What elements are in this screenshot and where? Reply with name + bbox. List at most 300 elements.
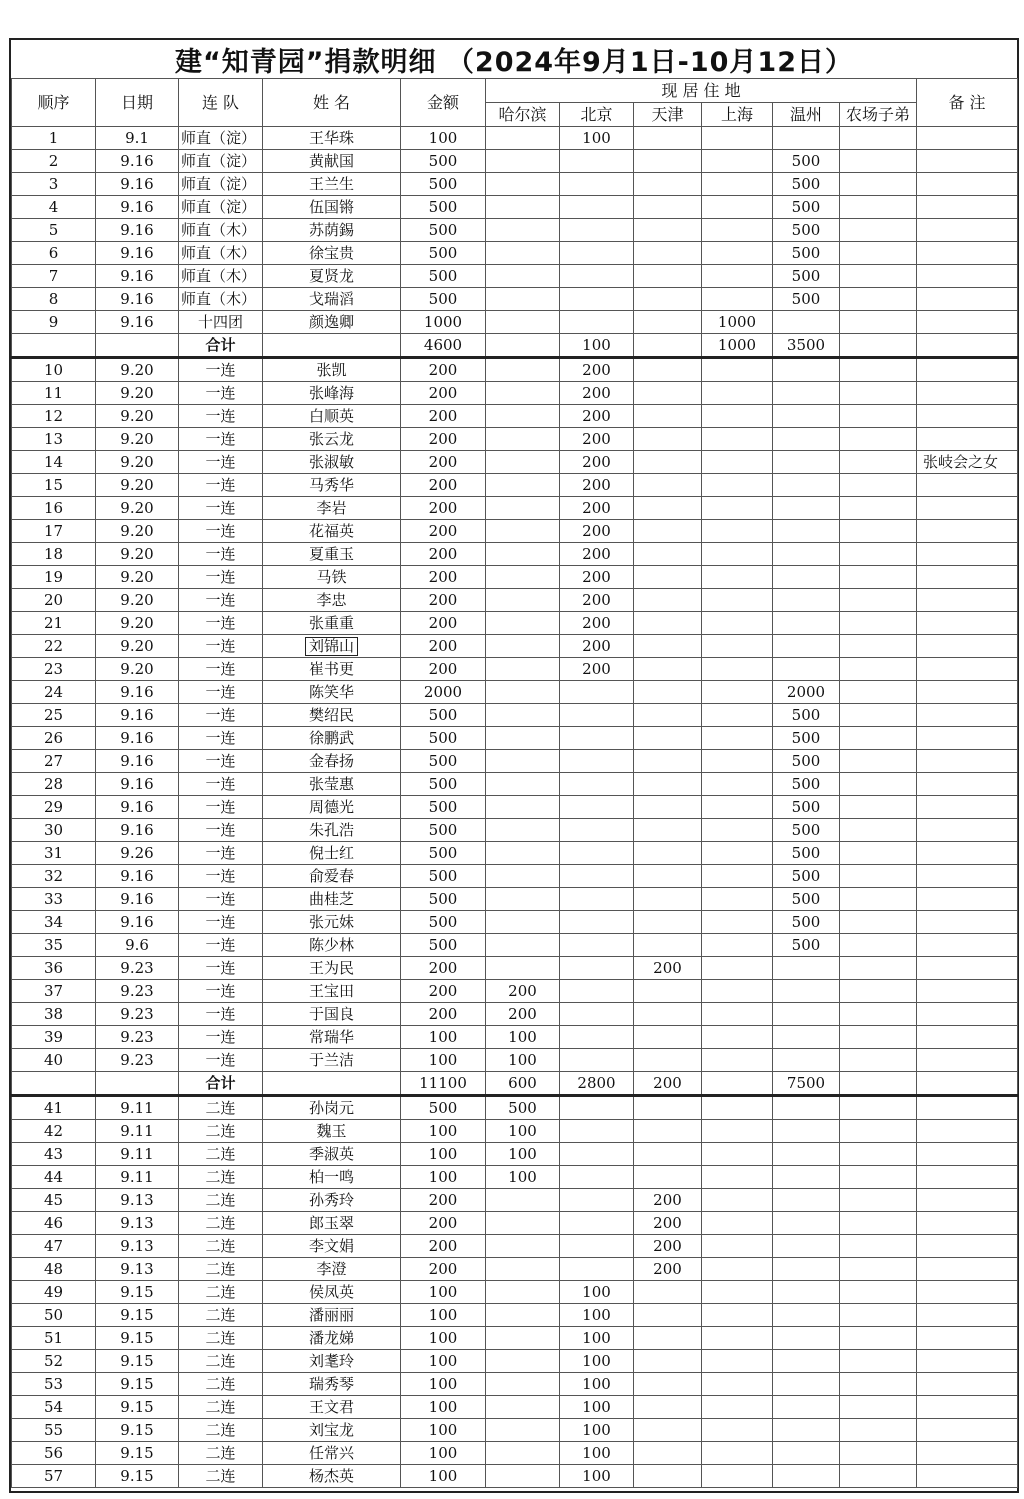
date-cell: 9.11 bbox=[96, 1096, 179, 1120]
city-amount-cell bbox=[702, 288, 773, 311]
unit-cell: 一连 bbox=[179, 635, 263, 658]
date-cell: 9.20 bbox=[96, 382, 179, 405]
donor-name-cell: 夏重玉 bbox=[263, 543, 401, 566]
table-row bbox=[12, 1465, 1018, 1488]
note-cell bbox=[917, 428, 1018, 451]
city-amount-cell bbox=[486, 727, 560, 750]
note-cell bbox=[917, 888, 1018, 911]
city-amount-cell bbox=[560, 1212, 634, 1235]
order-cell: 23 bbox=[12, 658, 96, 681]
table-row bbox=[12, 612, 1018, 635]
order-cell: 46 bbox=[12, 1212, 96, 1235]
date-cell: 9.15 bbox=[96, 1304, 179, 1327]
date-cell: 9.20 bbox=[96, 428, 179, 451]
city-amount-cell bbox=[702, 474, 773, 497]
date-cell: 9.13 bbox=[96, 1212, 179, 1235]
city-amount-cell bbox=[702, 127, 773, 150]
city-amount-cell bbox=[840, 451, 917, 474]
donor-name-cell: 戈瑞滔 bbox=[263, 288, 401, 311]
city-amount-cell bbox=[773, 1350, 840, 1373]
city-amount-cell bbox=[773, 980, 840, 1003]
table-row bbox=[12, 1026, 1018, 1049]
subtotal-city-amount bbox=[486, 334, 560, 358]
city-amount-cell bbox=[634, 173, 702, 196]
city-amount-cell bbox=[634, 934, 702, 957]
city-amount-cell bbox=[560, 1258, 634, 1281]
city-amount-cell bbox=[560, 773, 634, 796]
city-amount-cell: 2000 bbox=[773, 681, 840, 704]
city-amount-cell bbox=[486, 451, 560, 474]
amount-cell: 100 bbox=[401, 1396, 486, 1419]
amount-cell: 200 bbox=[401, 497, 486, 520]
city-amount-cell bbox=[702, 612, 773, 635]
city-amount-cell bbox=[634, 819, 702, 842]
city-amount-cell bbox=[702, 658, 773, 681]
city-amount-cell: 100 bbox=[560, 1396, 634, 1419]
date-cell: 9.1 bbox=[96, 127, 179, 150]
table-row bbox=[12, 474, 1018, 497]
amount-cell: 500 bbox=[401, 288, 486, 311]
subtotal-label: 合计 bbox=[179, 1072, 263, 1096]
city-amount-cell bbox=[702, 1281, 773, 1304]
order-cell bbox=[12, 1072, 96, 1096]
date-cell: 9.16 bbox=[96, 727, 179, 750]
table-row bbox=[12, 888, 1018, 911]
city-amount-cell bbox=[773, 957, 840, 980]
city-amount-cell bbox=[486, 957, 560, 980]
name-cell bbox=[263, 334, 401, 358]
donor-name-cell: 于兰洁 bbox=[263, 1049, 401, 1072]
city-amount-cell bbox=[702, 1049, 773, 1072]
donor-name-cell: 王宝田 bbox=[263, 980, 401, 1003]
city-amount-cell bbox=[560, 681, 634, 704]
note-cell bbox=[917, 1143, 1018, 1166]
city-amount-cell bbox=[702, 1189, 773, 1212]
header-date: 日期 bbox=[96, 79, 179, 127]
city-amount-cell bbox=[560, 819, 634, 842]
table-row bbox=[12, 1003, 1018, 1026]
city-amount-cell: 100 bbox=[560, 1281, 634, 1304]
table-row bbox=[12, 1350, 1018, 1373]
unit-cell: 师直（淀） bbox=[179, 196, 263, 219]
city-amount-cell bbox=[486, 704, 560, 727]
table-row bbox=[12, 773, 1018, 796]
date-cell: 9.16 bbox=[96, 911, 179, 934]
date-cell: 9.16 bbox=[96, 704, 179, 727]
city-amount-cell bbox=[634, 451, 702, 474]
city-amount-cell bbox=[773, 658, 840, 681]
city-amount-cell: 500 bbox=[773, 888, 840, 911]
city-amount-cell bbox=[560, 242, 634, 265]
header-city-tianjin: 天津 bbox=[634, 103, 702, 127]
unit-cell: 一连 bbox=[179, 980, 263, 1003]
table-row bbox=[12, 1396, 1018, 1419]
subtotal-city-amount: 600 bbox=[486, 1072, 560, 1096]
name-cell bbox=[263, 1072, 401, 1096]
amount-cell: 200 bbox=[401, 1235, 486, 1258]
city-amount-cell bbox=[486, 819, 560, 842]
city-amount-cell bbox=[634, 543, 702, 566]
unit-cell: 一连 bbox=[179, 934, 263, 957]
city-amount-cell bbox=[702, 1026, 773, 1049]
amount-cell: 200 bbox=[401, 451, 486, 474]
note-cell bbox=[917, 1396, 1018, 1419]
amount-cell: 500 bbox=[401, 704, 486, 727]
city-amount-cell bbox=[840, 1003, 917, 1026]
city-amount-cell bbox=[840, 474, 917, 497]
city-amount-cell bbox=[486, 911, 560, 934]
city-amount-cell: 500 bbox=[773, 865, 840, 888]
city-amount-cell bbox=[702, 750, 773, 773]
table-row bbox=[12, 1235, 1018, 1258]
city-amount-cell bbox=[486, 173, 560, 196]
order-cell: 19 bbox=[12, 566, 96, 589]
donor-name-cell: 张峰海 bbox=[263, 382, 401, 405]
city-amount-cell: 200 bbox=[560, 543, 634, 566]
donor-name-cell: 杨杰英 bbox=[263, 1465, 401, 1488]
unit-cell: 二连 bbox=[179, 1212, 263, 1235]
note-cell bbox=[917, 612, 1018, 635]
amount-cell: 500 bbox=[401, 934, 486, 957]
unit-cell: 一连 bbox=[179, 957, 263, 980]
table-row bbox=[12, 1143, 1018, 1166]
table-row bbox=[12, 288, 1018, 311]
unit-cell: 一连 bbox=[179, 727, 263, 750]
city-amount-cell bbox=[840, 1465, 917, 1488]
note-cell bbox=[917, 127, 1018, 150]
unit-cell: 一连 bbox=[179, 543, 263, 566]
amount-cell: 200 bbox=[401, 474, 486, 497]
city-amount-cell bbox=[486, 1212, 560, 1235]
city-amount-cell bbox=[560, 150, 634, 173]
city-amount-cell bbox=[702, 1166, 773, 1189]
subtotal-city-amount bbox=[840, 1072, 917, 1096]
unit-cell: 一连 bbox=[179, 658, 263, 681]
donor-name-cell: 樊绍民 bbox=[263, 704, 401, 727]
header-city-beijing: 北京 bbox=[560, 103, 634, 127]
city-amount-cell bbox=[634, 681, 702, 704]
note-cell bbox=[917, 934, 1018, 957]
amount-cell: 200 bbox=[401, 543, 486, 566]
city-amount-cell bbox=[702, 1120, 773, 1143]
order-cell: 52 bbox=[12, 1350, 96, 1373]
city-amount-cell bbox=[773, 382, 840, 405]
order-cell: 18 bbox=[12, 543, 96, 566]
city-amount-cell bbox=[634, 1442, 702, 1465]
order-cell: 14 bbox=[12, 451, 96, 474]
city-amount-cell: 100 bbox=[560, 1350, 634, 1373]
amount-cell: 500 bbox=[401, 242, 486, 265]
order-cell: 54 bbox=[12, 1396, 96, 1419]
city-amount-cell bbox=[634, 1166, 702, 1189]
city-amount-cell: 100 bbox=[560, 1304, 634, 1327]
city-amount-cell bbox=[840, 635, 917, 658]
unit-cell: 一连 bbox=[179, 888, 263, 911]
amount-cell: 500 bbox=[401, 727, 486, 750]
city-amount-cell bbox=[560, 1049, 634, 1072]
order-cell: 7 bbox=[12, 265, 96, 288]
order-cell: 53 bbox=[12, 1373, 96, 1396]
city-amount-cell bbox=[773, 1049, 840, 1072]
date-cell bbox=[96, 334, 179, 358]
city-amount-cell bbox=[702, 1235, 773, 1258]
city-amount-cell bbox=[634, 242, 702, 265]
donor-name-cell: 李文娟 bbox=[263, 1235, 401, 1258]
date-cell: 9.20 bbox=[96, 566, 179, 589]
date-cell: 9.20 bbox=[96, 658, 179, 681]
unit-cell: 二连 bbox=[179, 1189, 263, 1212]
note-cell bbox=[917, 1327, 1018, 1350]
date-cell bbox=[96, 1072, 179, 1096]
order-cell: 12 bbox=[12, 405, 96, 428]
donor-name-cell: 周德光 bbox=[263, 796, 401, 819]
amount-cell: 500 bbox=[401, 842, 486, 865]
city-amount-cell bbox=[840, 1189, 917, 1212]
city-amount-cell bbox=[840, 1026, 917, 1049]
table-row bbox=[12, 566, 1018, 589]
city-amount-cell bbox=[840, 1120, 917, 1143]
city-amount-cell bbox=[840, 957, 917, 980]
city-amount-cell bbox=[840, 819, 917, 842]
table-row bbox=[12, 796, 1018, 819]
donor-name-cell: 白顺英 bbox=[263, 405, 401, 428]
city-amount-cell bbox=[560, 288, 634, 311]
note-cell bbox=[917, 1212, 1018, 1235]
city-amount-cell: 200 bbox=[560, 520, 634, 543]
city-amount-cell: 200 bbox=[560, 612, 634, 635]
amount-cell: 200 bbox=[401, 428, 486, 451]
donor-name-cell: 王华珠 bbox=[263, 127, 401, 150]
city-amount-cell bbox=[486, 773, 560, 796]
city-amount-cell: 500 bbox=[773, 242, 840, 265]
amount-cell: 100 bbox=[401, 1419, 486, 1442]
unit-cell: 一连 bbox=[179, 1049, 263, 1072]
table-row bbox=[12, 173, 1018, 196]
amount-cell: 500 bbox=[401, 911, 486, 934]
table-row bbox=[12, 405, 1018, 428]
table-row bbox=[12, 957, 1018, 980]
date-cell: 9.16 bbox=[96, 219, 179, 242]
unit-cell: 二连 bbox=[179, 1419, 263, 1442]
city-amount-cell: 500 bbox=[773, 796, 840, 819]
city-amount-cell bbox=[840, 1350, 917, 1373]
order-cell: 1 bbox=[12, 127, 96, 150]
table-row bbox=[12, 1419, 1018, 1442]
city-amount-cell bbox=[486, 428, 560, 451]
city-amount-cell: 200 bbox=[560, 451, 634, 474]
note-cell bbox=[917, 589, 1018, 612]
city-amount-cell bbox=[634, 1120, 702, 1143]
unit-cell: 二连 bbox=[179, 1373, 263, 1396]
header-order: 顺序 bbox=[12, 79, 96, 127]
unit-cell: 一连 bbox=[179, 1026, 263, 1049]
city-amount-cell bbox=[773, 1235, 840, 1258]
city-amount-cell bbox=[634, 358, 702, 382]
subtotal-amount: 4600 bbox=[401, 334, 486, 358]
table-row bbox=[12, 842, 1018, 865]
note-cell bbox=[917, 219, 1018, 242]
city-amount-cell bbox=[773, 612, 840, 635]
date-cell: 9.16 bbox=[96, 796, 179, 819]
table-row bbox=[12, 1189, 1018, 1212]
date-cell: 9.13 bbox=[96, 1235, 179, 1258]
city-amount-cell bbox=[702, 681, 773, 704]
amount-cell: 500 bbox=[401, 150, 486, 173]
city-amount-cell bbox=[840, 497, 917, 520]
city-amount-cell bbox=[840, 1143, 917, 1166]
date-cell: 9.16 bbox=[96, 681, 179, 704]
order-cell: 35 bbox=[12, 934, 96, 957]
donor-name-cell: 王为民 bbox=[263, 957, 401, 980]
donor-name-cell: 季淑英 bbox=[263, 1143, 401, 1166]
donor-name-cell: 李澄 bbox=[263, 1258, 401, 1281]
city-amount-cell: 200 bbox=[486, 980, 560, 1003]
subtotal-city-amount bbox=[702, 1072, 773, 1096]
order-cell: 15 bbox=[12, 474, 96, 497]
city-amount-cell bbox=[773, 520, 840, 543]
unit-cell: 二连 bbox=[179, 1281, 263, 1304]
unit-cell: 一连 bbox=[179, 474, 263, 497]
city-amount-cell bbox=[560, 704, 634, 727]
city-amount-cell bbox=[486, 566, 560, 589]
city-amount-cell bbox=[773, 1120, 840, 1143]
date-cell: 9.23 bbox=[96, 1049, 179, 1072]
city-amount-cell bbox=[486, 311, 560, 334]
city-amount-cell bbox=[702, 819, 773, 842]
amount-cell: 100 bbox=[401, 1442, 486, 1465]
note-cell bbox=[917, 405, 1018, 428]
city-amount-cell bbox=[773, 1442, 840, 1465]
donor-name-cell: 苏荫錫 bbox=[263, 219, 401, 242]
note-cell bbox=[917, 474, 1018, 497]
table-row bbox=[12, 727, 1018, 750]
note-cell bbox=[917, 1304, 1018, 1327]
city-amount-cell bbox=[840, 842, 917, 865]
donor-name-cell: 孙岗元 bbox=[263, 1096, 401, 1120]
header-residence: 现 居 住 地 bbox=[486, 79, 917, 103]
note-cell bbox=[917, 520, 1018, 543]
city-amount-cell bbox=[840, 196, 917, 219]
city-amount-cell: 500 bbox=[773, 196, 840, 219]
city-amount-cell: 200 bbox=[560, 405, 634, 428]
donor-name-cell bbox=[263, 635, 401, 658]
note-cell bbox=[917, 1166, 1018, 1189]
city-amount-cell bbox=[840, 681, 917, 704]
city-amount-cell: 200 bbox=[634, 1258, 702, 1281]
note-cell bbox=[917, 1096, 1018, 1120]
city-amount-cell bbox=[840, 382, 917, 405]
city-amount-cell bbox=[840, 242, 917, 265]
donor-name-cell: 常瑞华 bbox=[263, 1026, 401, 1049]
city-amount-cell bbox=[560, 1026, 634, 1049]
city-amount-cell bbox=[702, 1096, 773, 1120]
city-amount-cell bbox=[840, 219, 917, 242]
city-amount-cell bbox=[634, 288, 702, 311]
subtotal-city-amount: 1000 bbox=[702, 334, 773, 358]
city-amount-cell bbox=[560, 842, 634, 865]
table-row bbox=[12, 382, 1018, 405]
note-cell bbox=[917, 265, 1018, 288]
table-row bbox=[12, 358, 1018, 382]
order-cell: 36 bbox=[12, 957, 96, 980]
table-row bbox=[12, 934, 1018, 957]
date-cell: 9.16 bbox=[96, 196, 179, 219]
date-cell: 9.16 bbox=[96, 865, 179, 888]
city-amount-cell: 500 bbox=[773, 288, 840, 311]
city-amount-cell bbox=[702, 219, 773, 242]
city-amount-cell bbox=[840, 1096, 917, 1120]
donor-name-cell: 曲桂芝 bbox=[263, 888, 401, 911]
donor-name-cell: 陈少林 bbox=[263, 934, 401, 957]
date-cell: 9.23 bbox=[96, 957, 179, 980]
city-amount-cell bbox=[634, 382, 702, 405]
table-row bbox=[12, 497, 1018, 520]
donor-name-cell: 马秀华 bbox=[263, 474, 401, 497]
table-row bbox=[12, 1281, 1018, 1304]
city-amount-cell bbox=[560, 1143, 634, 1166]
order-cell: 16 bbox=[12, 497, 96, 520]
note-cell bbox=[917, 1373, 1018, 1396]
city-amount-cell: 200 bbox=[560, 589, 634, 612]
city-amount-cell bbox=[560, 865, 634, 888]
city-amount-cell: 200 bbox=[634, 957, 702, 980]
city-amount-cell bbox=[634, 704, 702, 727]
order-cell: 13 bbox=[12, 428, 96, 451]
note-cell bbox=[917, 196, 1018, 219]
city-amount-cell: 100 bbox=[486, 1120, 560, 1143]
city-amount-cell bbox=[702, 1003, 773, 1026]
city-amount-cell bbox=[702, 358, 773, 382]
unit-cell: 一连 bbox=[179, 358, 263, 382]
amount-cell: 200 bbox=[401, 1258, 486, 1281]
unit-cell: 师直（木） bbox=[179, 219, 263, 242]
unit-cell: 十四团 bbox=[179, 311, 263, 334]
amount-cell: 2000 bbox=[401, 681, 486, 704]
subtotal-amount: 11100 bbox=[401, 1072, 486, 1096]
order-cell: 24 bbox=[12, 681, 96, 704]
city-amount-cell: 200 bbox=[560, 474, 634, 497]
city-amount-cell bbox=[486, 1350, 560, 1373]
unit-cell: 一连 bbox=[179, 773, 263, 796]
city-amount-cell bbox=[486, 1442, 560, 1465]
table-row bbox=[12, 543, 1018, 566]
city-amount-cell bbox=[634, 1026, 702, 1049]
note-cell bbox=[917, 750, 1018, 773]
city-amount-cell bbox=[560, 957, 634, 980]
city-amount-cell bbox=[634, 1373, 702, 1396]
donor-name-cell: 潘丽丽 bbox=[263, 1304, 401, 1327]
note-cell bbox=[917, 819, 1018, 842]
city-amount-cell bbox=[840, 1281, 917, 1304]
amount-cell: 100 bbox=[401, 1120, 486, 1143]
city-amount-cell bbox=[702, 773, 773, 796]
city-amount-cell bbox=[840, 1212, 917, 1235]
city-amount-cell bbox=[773, 1166, 840, 1189]
note-cell bbox=[917, 796, 1018, 819]
amount-cell: 100 bbox=[401, 1373, 486, 1396]
city-amount-cell bbox=[840, 589, 917, 612]
note-cell bbox=[917, 1350, 1018, 1373]
date-cell: 9.13 bbox=[96, 1258, 179, 1281]
city-amount-cell bbox=[702, 934, 773, 957]
amount-cell: 100 bbox=[401, 1143, 486, 1166]
order-cell: 50 bbox=[12, 1304, 96, 1327]
city-amount-cell: 100 bbox=[486, 1143, 560, 1166]
city-amount-cell bbox=[486, 1235, 560, 1258]
order-cell: 28 bbox=[12, 773, 96, 796]
city-amount-cell bbox=[486, 635, 560, 658]
donor-name-cell: 潘龙娣 bbox=[263, 1327, 401, 1350]
